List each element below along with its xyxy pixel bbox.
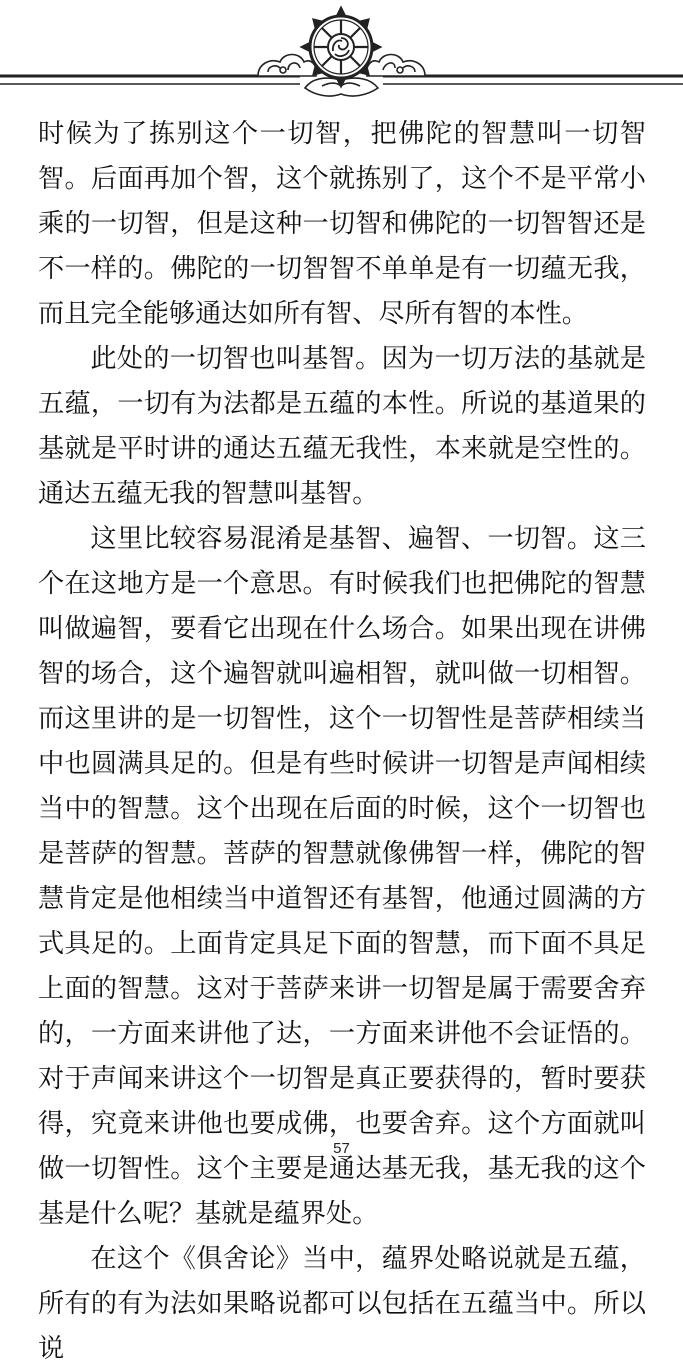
paragraph-4: 在这个《俱舍论》当中，蕴界处略说就是五蕴，所有的有为法如果略说都可以包括在五蕴当中。所以说 (38, 1244, 646, 1364)
paragraph-3: 这里比较容易混淆是基智、遍智、一切智。这三个在这地方是一个意思。有时候我们也把佛陀的智慧叫做遍智，要看它出现在什么场合。如果出现在讲佛智的场合，这个遍智就叫遍相智，就叫做一切相智。而这里讲的是一切智性，这个一切智性是菩萨相续当中也圆满具足的。但是有些时候讲一切智是声闻相续当中的智慧。这个出现在后面的时候，这个一切智也是菩萨的智慧。菩萨的智慧就像佛智一样，佛陀的智慧肯定是他相续当中道智还有基智，他通过圆满的方式具足的。上面肯定具足下面的智慧，而下面不具足上面的智慧。这对于菩萨来讲一切智是属于需要舍弃的，一方面来讲他了达，一方面来讲他不会证悟的。对于声闻来讲这个一切智是真正要获得的，暂时要获得，究竟来讲他也要成佛，也要舍弃。这个方面就叫做一切智性。这个主要是通达基无我，基无我的这个基是什么呢？基就是蕴界处。 (38, 524, 646, 1229)
dharma-wheel-icon (0, 0, 683, 110)
right-cloud-ornament (367, 55, 425, 77)
page-number: 57 (333, 1140, 350, 1157)
page-header-ornament (0, 0, 683, 110)
left-cloud-ornament (258, 55, 316, 77)
paragraph-2: 此处的一切智也叫基智。因为一切万法的基就是五蕴，一切有为法都是五蕴的本性。所说的基道果的基就是平时讲的通达五蕴无我性，本来就是空性的。通达五蕴无我的智慧叫基智。 (38, 344, 646, 509)
paragraph-1: 时候为了拣别这个一切智，把佛陀的智慧叫一切智智。后面再加个智，这个就拣别了，这个不是平常小乘的一切智，但是这种一切智和佛陀的一切智智还是不一样的。佛陀的一切智智不单单是有一切蕴无我，而且完全能够通达如所有智、尽所有智的本性。 (38, 119, 646, 329)
page-body (38, 112, 646, 1372)
